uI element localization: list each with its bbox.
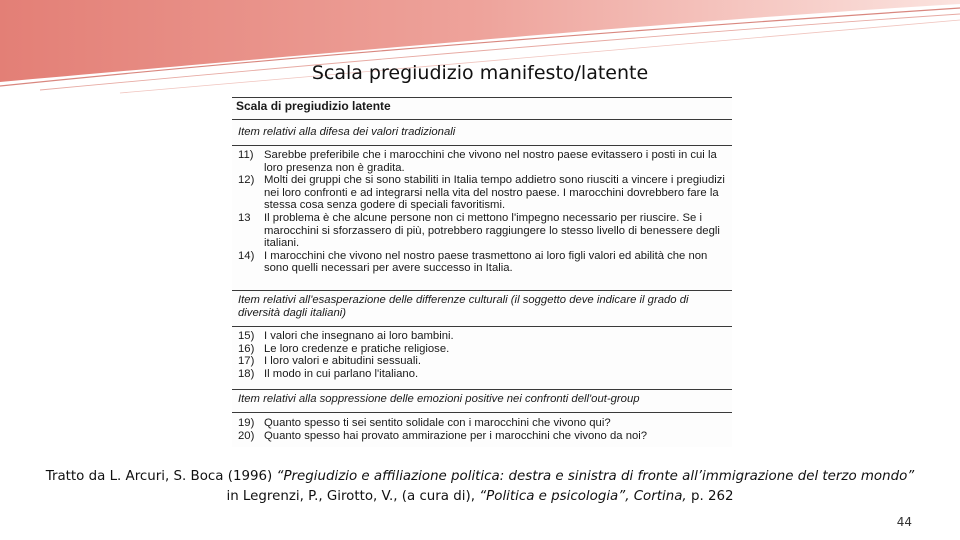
citation-work-title: “Pregiudizio e affiliazione politica: destra e sinistra di fronte all’immigrazione del terzo mondo” — [276, 469, 915, 484]
item-text: Quanto spesso ti sei sentito solidale con i marocchini che vivono qui? — [264, 417, 611, 429]
list-item — [238, 343, 728, 356]
item-number: 14) — [238, 249, 255, 262]
item-number: 12) — [238, 174, 255, 187]
item-number: 15) — [238, 330, 255, 342]
item-text: Le loro credenze e pratiche religiose. — [264, 342, 450, 355]
scanned-questionnaire — [232, 97, 732, 447]
section-title: Item relativi alla soppressione delle emozioni positive nei confronti dell'out-group — [238, 393, 640, 405]
item-number: 16) — [238, 342, 255, 355]
citation-page: p. 262 — [686, 489, 734, 504]
citation-book-title: “Politica e psicologia”, Cortina, — [479, 489, 687, 504]
list-item — [238, 417, 728, 430]
citation-editors: in Legrenzi, P., Girotto, V., (a cura di), — [226, 489, 480, 504]
list-item — [238, 355, 728, 368]
section-traditional-values — [238, 126, 728, 139]
section-rule — [232, 290, 732, 291]
section-rule — [232, 145, 732, 146]
item-number: 13 — [238, 211, 251, 224]
item-text: I valori che insegnano ai loro bambini. — [264, 330, 454, 342]
item-text: Il problema è che alcune persone non ci mettono l'impegno necessario per riuscire. Se i marocchini si sforzassero di più, potrebbero raggiungere lo stesso livello di benessere degli italiani. — [264, 211, 720, 250]
heading-rule — [232, 119, 732, 120]
item-number: 20) — [238, 429, 255, 442]
list-item — [238, 174, 728, 212]
section-rule — [232, 389, 732, 390]
top-rule — [232, 97, 732, 98]
item-text: Molti dei gruppi che si sono stabiliti in Italia tempo addietro sono riusciti a vincere i pregiudizi nei loro confronti e ad integrarsi nella vita del nostro paese. I marocchini dovrebbero fare la stessa cosa senza godere di speciali favoritismi. — [264, 174, 725, 212]
items-positive-emotions — [238, 417, 728, 442]
items-traditional-values — [238, 149, 728, 275]
list-item — [238, 330, 728, 343]
list-item — [238, 368, 728, 381]
list-item — [238, 149, 728, 174]
section-cultural-differences — [238, 294, 728, 319]
item-text: Il modo in cui parlano l'italiano. — [264, 367, 419, 380]
citation-authors: Tratto da L. Arcuri, S. Boca (1996) — [45, 469, 277, 484]
list-item — [238, 250, 728, 275]
scan-heading: Scala di pregiudizio latente — [236, 99, 391, 113]
slide-title: Scala pregiudizio manifesto/latente — [311, 62, 649, 84]
item-number: 11) — [238, 149, 254, 161]
section-title: Item relativi all'esasperazione delle differenze culturali (il soggetto deve indicare il grado di diversità dagli italiani) — [238, 294, 689, 319]
section-rule — [232, 412, 732, 413]
list-item — [238, 430, 728, 443]
list-item — [238, 212, 728, 250]
section-title: Item relativi alla difesa dei valori tradizionali — [238, 126, 456, 138]
item-number: 19) — [238, 417, 255, 429]
item-text: I marocchini che vivono nel nostro paese trasmettono ai loro figli valori ed abilità che non sono quelli necessari per avere successo in Italia. — [264, 249, 708, 275]
section-positive-emotions — [238, 393, 728, 406]
items-cultural-differences — [238, 330, 728, 380]
page-number: 44 — [896, 515, 912, 529]
item-text: Sarebbe preferibile che i marocchini che vivono nel nostro paese evitassero i posti in cui la loro presenza non è gradita. — [264, 149, 717, 174]
item-number: 18) — [238, 367, 255, 380]
source-citation — [40, 467, 920, 507]
item-text: Quanto spesso hai provato ammirazione per i marocchini che vivono da noi? — [264, 429, 648, 442]
item-text: I loro valori e abitudini sessuali. — [264, 355, 421, 368]
section-rule — [232, 326, 732, 327]
item-number: 17) — [238, 355, 255, 368]
